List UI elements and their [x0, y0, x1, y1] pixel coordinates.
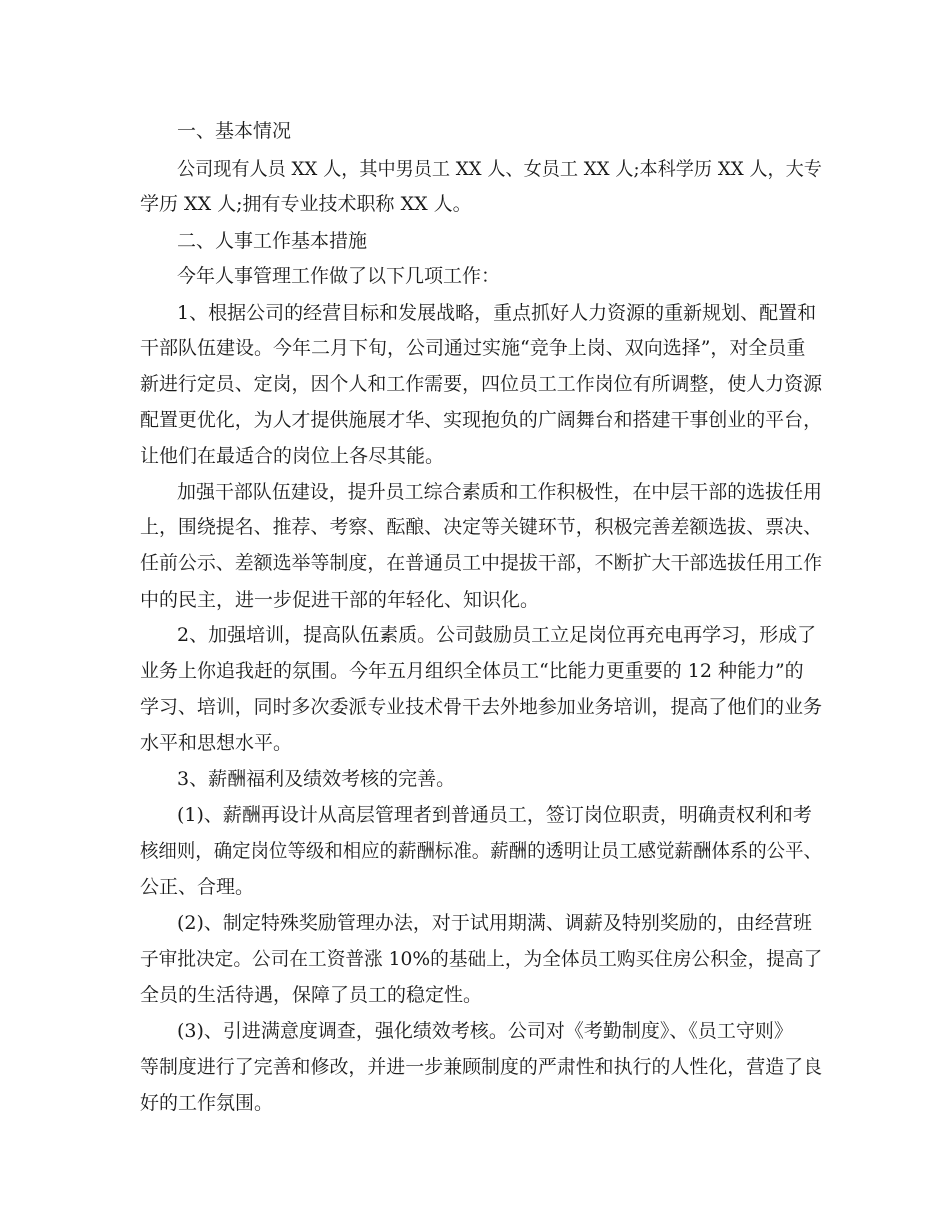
paragraph-line: 学习、培训，同时多次委派专业技术骨干去外地参加业务培训，提高了他们的业务: [140, 696, 823, 718]
paragraph-line: 新进行定员、定岗，因个人和工作需要，四位员工工作岗位有所调整，使人力资源: [140, 373, 823, 395]
paragraph-line: 1、根据公司的经营目标和发展战略，重点抓好人力资源的重新规划、配置和: [177, 302, 817, 324]
paragraph-line: 上，围绕提名、推荐、考察、酝酿、决定等关键环节，积极完善差额选拔、票决、: [140, 516, 823, 538]
paragraph-line: 2、加强培训，提高队伍素质。公司鼓励员工立足岗位再充电再学习，形成了: [177, 624, 817, 646]
paragraph-line: 公司现有人员 XX 人，其中男员工 XX 人、女员工 XX 人;本科学历 XX 人，大专: [177, 158, 822, 180]
paragraph-line: 水平和思想水平。: [140, 732, 293, 754]
paragraph-line: (3)、引进满意度调查，强化绩效考核。公司对《考勤制度》、《员工守则》: [177, 1020, 793, 1042]
paragraph-line: 核细则，确定岗位等级和相应的薪酬标准。薪酬的透明让员工感觉薪酬体系的公平、: [140, 840, 822, 862]
paragraph-line: 好的工作氛围。: [140, 1092, 274, 1114]
paragraph-line: 公正、合理。: [140, 876, 255, 898]
paragraph-line: 干部队伍建设。今年二月下旬，公司通过实施“竞争上岗、双向选择”，对全员重: [140, 337, 806, 359]
section-heading: 一、基本情况: [177, 120, 292, 142]
paragraph-line: 中的民主，进一步促进干部的年轻化、知识化。: [140, 589, 540, 611]
paragraph-line: 任前公示、差额选举等制度，在普通员工中提拔干部，不断扩大干部选拔任用工作: [140, 552, 823, 574]
paragraph-line: 业务上你追我赶的氛围。今年五月组织全体员工“比能力更重要的 12 种能力”的: [140, 660, 804, 682]
paragraph-line: 今年人事管理工作做了以下几项工作：: [177, 265, 501, 287]
paragraph-line: (1)、薪酬再设计从高层管理者到普通员工，签订岗位职责，明确责权利和考: [177, 804, 812, 826]
paragraph-line: 等制度进行了完善和修改，并进一步兼顾制度的严肃性和执行的人性化，营造了良: [140, 1056, 823, 1078]
paragraph-line: 子审批决定。公司在工资普涨 10%的基础上，为全体员工购买住房公积金，提高了: [140, 948, 823, 970]
paragraph-line: 配置更优化，为人才提供施展才华、实现抱负的广阔舞台和搭建干事创业的平台，: [140, 409, 823, 431]
paragraph-line: 加强干部队伍建设，提升员工综合素质和工作积极性，在中层干部的选拔任用: [177, 481, 823, 503]
paragraph-line: 让他们在最适合的岗位上各尽其能。: [140, 445, 445, 467]
paragraph-line: 全员的生活待遇，保障了员工的稳定性。: [140, 984, 483, 1006]
paragraph-line: (2)、制定特殊奖励管理办法，对于试用期满、调薪及特别奖励的，由经营班: [177, 912, 812, 934]
paragraph-line: 学历 XX 人;拥有专业技术职称 XX 人。: [140, 193, 472, 215]
paragraph-line: 3、薪酬福利及绩效考核的完善。: [177, 768, 456, 790]
section-heading: 二、人事工作基本措施: [177, 230, 368, 252]
